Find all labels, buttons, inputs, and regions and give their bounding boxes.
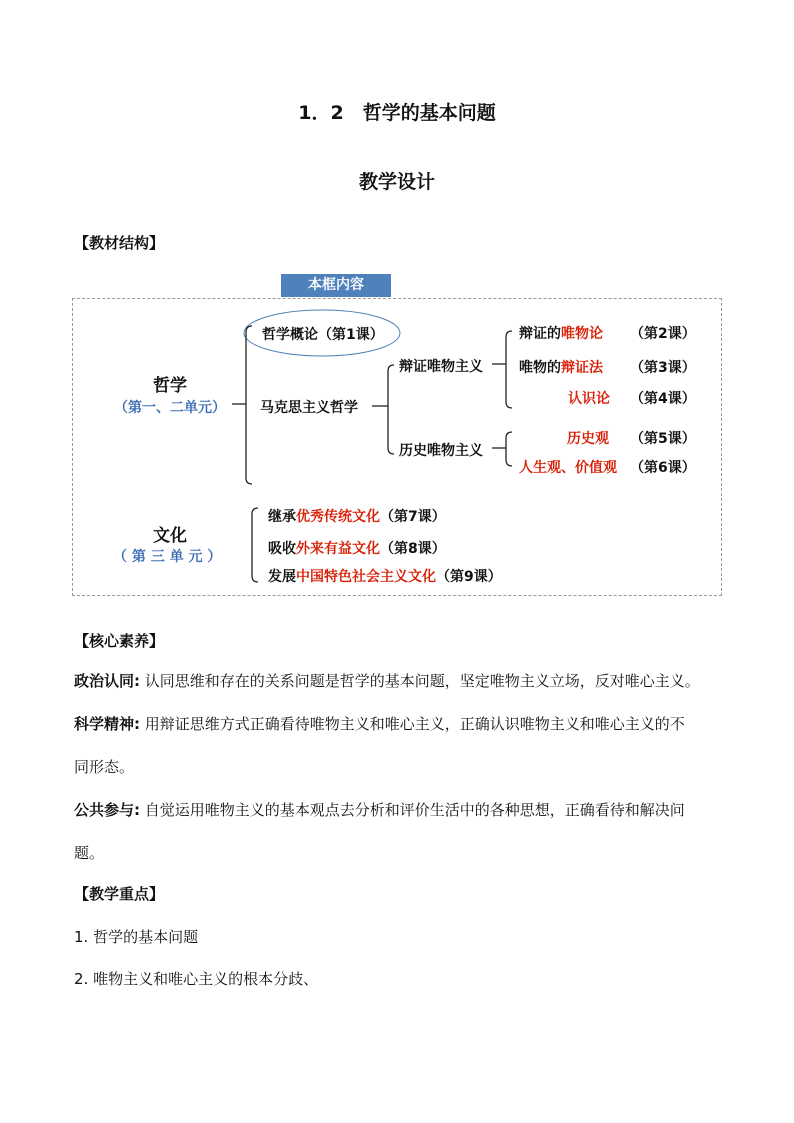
- lesson-2: 辩证的唯物论: [519, 326, 603, 342]
- science-label: 科学精神:: [74, 715, 140, 733]
- marxist-philosophy: 马克思主义哲学: [260, 400, 358, 416]
- historical-materialism: 历史唯物主义: [399, 443, 483, 459]
- literacy-science: 科学精神: 用辩证思维方式正确看待唯物主义和唯心主义，正确认识唯物主义和唯心主义的不: [74, 715, 685, 733]
- section-heading-focus: 【教学重点】: [74, 885, 165, 903]
- lesson-8: 吸收外来有益文化（第8课）: [268, 541, 446, 557]
- lesson-4-number: （第4课）: [630, 391, 696, 407]
- lesson-7: 继承优秀传统文化（第7课）: [268, 509, 446, 525]
- lesson-3-number: （第3课）: [630, 360, 696, 376]
- lesson-2-number: （第2课）: [630, 326, 696, 342]
- dialectical-materialism: 辩证唯物主义: [399, 359, 483, 375]
- focus-item: 1. 哲学的基本问题: [74, 928, 199, 946]
- lesson-6: 人生观、价值观: [519, 460, 617, 476]
- diagram-banner: 本框内容: [281, 274, 391, 297]
- literacy-public-cont: 题。: [74, 844, 105, 862]
- literacy-political: 政治认同: 认同思维和存在的关系问题是哲学的基本问题，坚定唯物主义立场，反对唯心主义。: [74, 672, 700, 690]
- lesson-3: 唯物的辩证法: [519, 360, 603, 376]
- lesson-9: 发展中国特色社会主义文化（第9课）: [268, 569, 502, 585]
- lesson-6-number: （第6课）: [630, 460, 696, 476]
- lesson-5-number: （第5课）: [630, 431, 696, 447]
- page-subtitle: 教学设计: [358, 171, 435, 193]
- focus-item: 2. 唯物主义和唯心主义的根本分歧、: [74, 970, 319, 988]
- philosophy-units: （第一、二单元）: [114, 400, 226, 416]
- page-title: 1．2 哲学的基本问题: [298, 102, 496, 124]
- philosophy-label: 哲学: [153, 376, 187, 396]
- section-heading-literacy: 【核心素养】: [74, 632, 165, 650]
- political-label: 政治认同:: [74, 672, 140, 690]
- lesson-5: 历史观: [567, 431, 609, 447]
- literacy-public: 公共参与: 自觉运用唯物主义的基本观点去分析和评价生活中的各种思想，正确看待和解决问: [74, 801, 685, 819]
- public-label: 公共参与:: [74, 801, 140, 819]
- culture-label: 文化: [153, 526, 187, 546]
- section-heading-structure: 【教材结构】: [74, 234, 165, 252]
- culture-units: （ 第 三 单 元 ）: [113, 549, 222, 565]
- literacy-science-cont: 同形态。: [74, 758, 135, 776]
- lesson-4: 认识论: [568, 391, 610, 407]
- intro-course: 哲学概论（第1课）: [262, 327, 384, 343]
